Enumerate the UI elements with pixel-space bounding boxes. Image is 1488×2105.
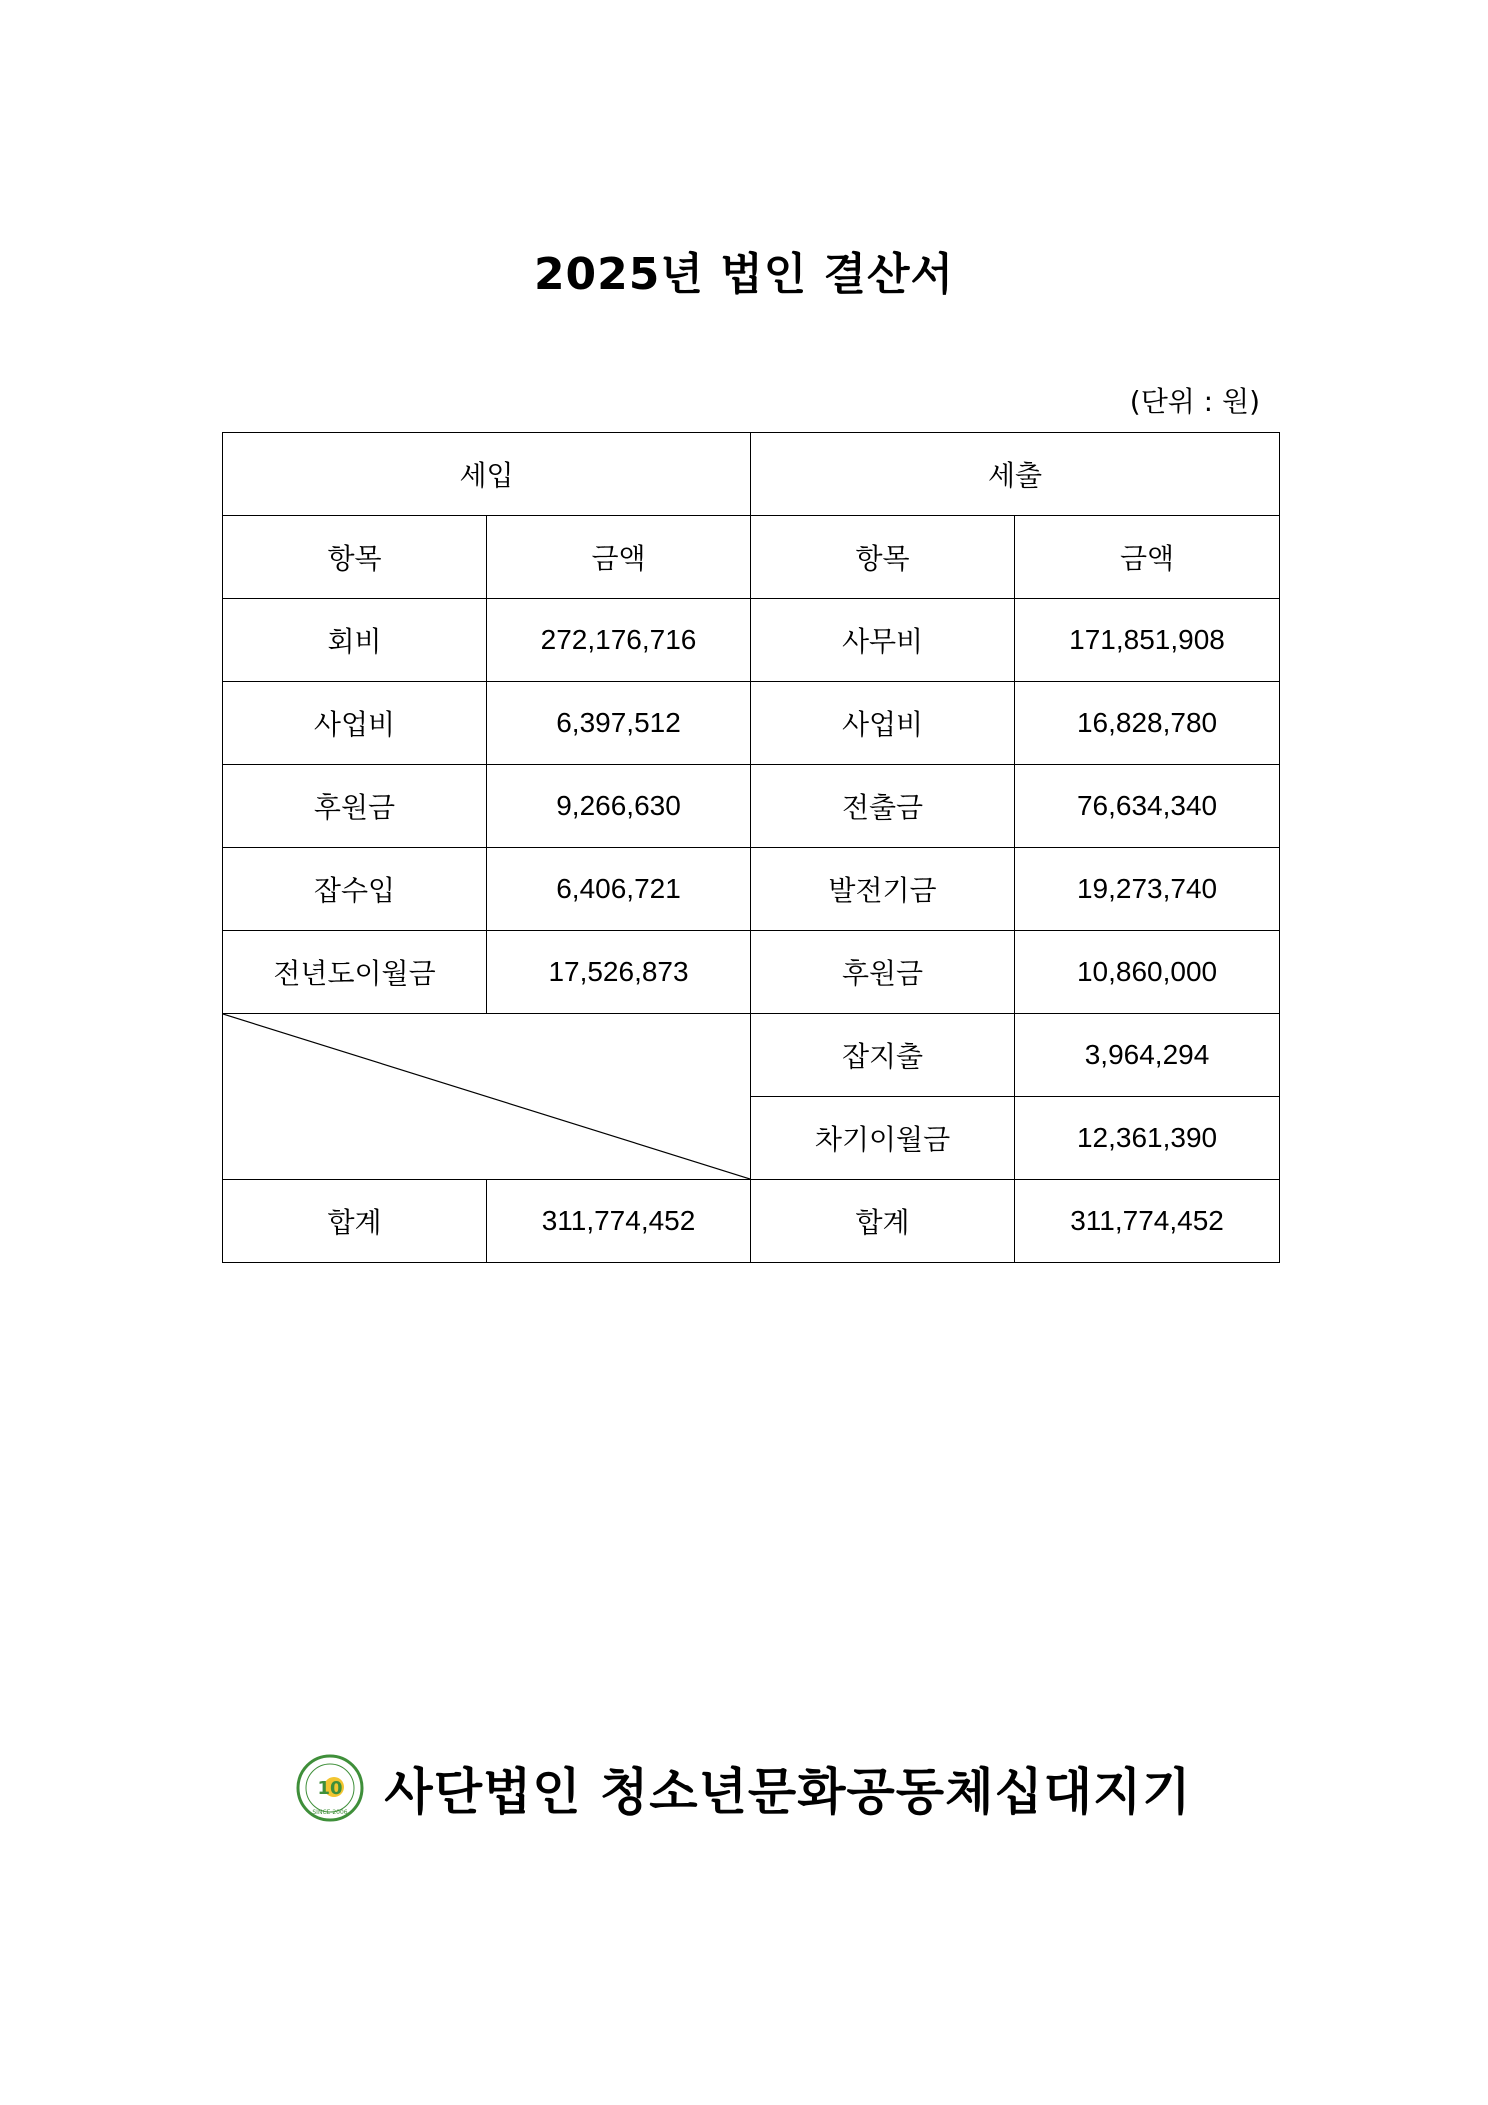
- expense-amount-header: 금액: [1015, 516, 1280, 599]
- income-amount-header: 금액: [487, 516, 751, 599]
- table-row: [223, 1014, 1280, 1097]
- footer: [0, 1752, 1488, 1824]
- expense-amount: 171,851,908: [1015, 599, 1280, 682]
- expense-amount: 3,964,294: [1015, 1014, 1280, 1097]
- settlement-table: [222, 432, 1280, 1263]
- income-item: 잡수입: [223, 848, 487, 931]
- expense-section-header: 세출: [751, 433, 1280, 516]
- expense-amount: 76,634,340: [1015, 765, 1280, 848]
- expense-amount: 12,361,390: [1015, 1097, 1280, 1180]
- organization-name: 사단법인 청소년문화공동체십대지기: [384, 1763, 1192, 1821]
- table-row: [223, 682, 1280, 765]
- table-row: [223, 765, 1280, 848]
- income-item: 사업비: [223, 682, 487, 765]
- table-row: [223, 931, 1280, 1014]
- income-item: 회비: [223, 599, 487, 682]
- expense-total-label: 합계: [751, 1180, 1015, 1263]
- expense-item: 발전기금: [751, 848, 1015, 931]
- expense-item: 사무비: [751, 599, 1015, 682]
- unit-label: (단위 : 원): [1129, 385, 1260, 418]
- table-row: [223, 599, 1280, 682]
- logo-numeral: 10: [317, 1778, 343, 1799]
- expense-amount: 16,828,780: [1015, 682, 1280, 765]
- total-row: [223, 1180, 1280, 1263]
- income-item-header: 항목: [223, 516, 487, 599]
- income-amount: 9,266,630: [487, 765, 751, 848]
- expense-item-header: 항목: [751, 516, 1015, 599]
- header-row-columns: [223, 516, 1280, 599]
- header-row-sections: [223, 433, 1280, 516]
- expense-item: 전출금: [751, 765, 1015, 848]
- income-item: 전년도이월금: [223, 931, 487, 1014]
- income-amount: 6,397,512: [487, 682, 751, 765]
- income-amount: 6,406,721: [487, 848, 751, 931]
- income-total-amount: 311,774,452: [487, 1180, 751, 1263]
- expense-item: 잡지출: [751, 1014, 1015, 1097]
- income-amount: 272,176,716: [487, 599, 751, 682]
- table-row: [223, 848, 1280, 931]
- empty-diagonal-cell: [223, 1014, 751, 1180]
- document-title: 2025년 법인 결산서: [533, 249, 955, 300]
- diagonal-line: [223, 1014, 750, 1179]
- expense-total-amount: 311,774,452: [1015, 1180, 1280, 1263]
- expense-item: 후원금: [751, 931, 1015, 1014]
- income-item: 후원금: [223, 765, 487, 848]
- expense-amount: 19,273,740: [1015, 848, 1280, 931]
- expense-amount: 10,860,000: [1015, 931, 1280, 1014]
- income-total-label: 합계: [223, 1180, 487, 1263]
- logo-since-text: SINCE 2006: [312, 1809, 349, 1816]
- expense-item: 차기이월금: [751, 1097, 1015, 1180]
- organization-logo-icon: [296, 1754, 364, 1822]
- income-section-header: 세입: [223, 433, 751, 516]
- income-amount: 17,526,873: [487, 931, 751, 1014]
- expense-item: 사업비: [751, 682, 1015, 765]
